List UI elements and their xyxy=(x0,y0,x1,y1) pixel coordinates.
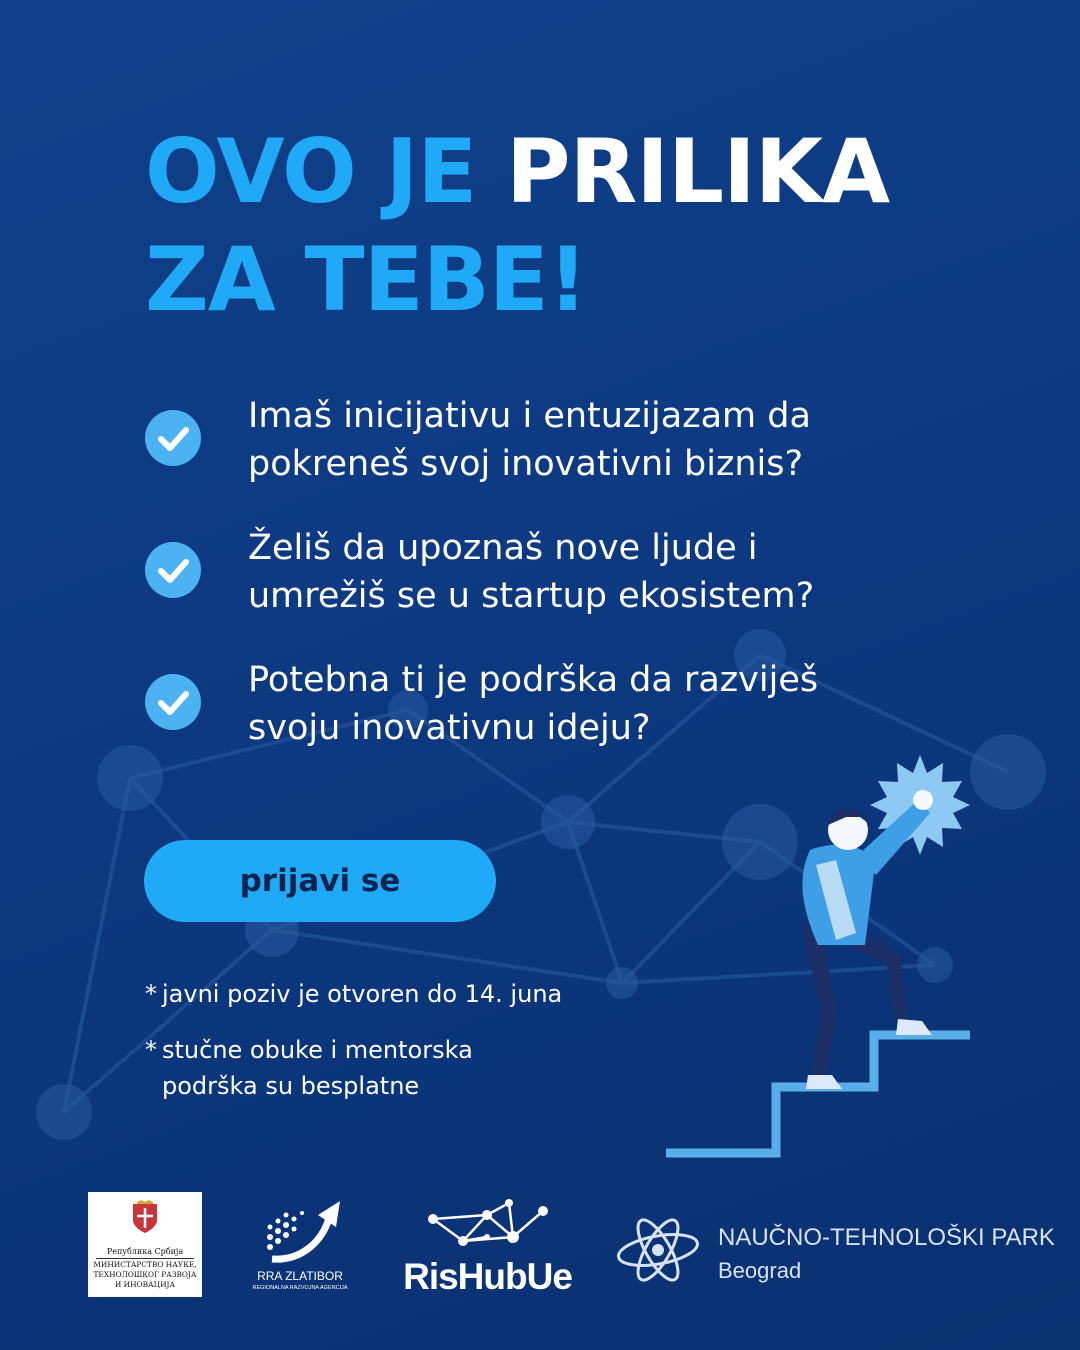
headline-part2: PRILIKA xyxy=(505,120,890,223)
note-free-training xyxy=(145,1032,545,1104)
ministry-name: МИНИСТАРСТВО НАУКЕ, ТЕХНОЛОШКОГ РАЗВОЈА И ИНОВАЦИЈА xyxy=(93,1260,197,1289)
checklist-item-line: svoju inovativnu ideju? xyxy=(248,708,651,748)
check-circle-icon xyxy=(145,542,201,598)
headline-part3: ZA TEBE! xyxy=(145,228,588,331)
checklist-item-line: Želiš da upoznaš nove ljude i xyxy=(248,528,758,568)
ntp-beograd-logo xyxy=(612,1210,1055,1290)
ntp-name: NAUČNO-TEHNOLOŠKI PARK xyxy=(718,1224,1055,1251)
checklist-item-text xyxy=(248,524,968,620)
headline xyxy=(145,118,889,334)
ntp-city: Beograd xyxy=(718,1258,802,1283)
rra-arrow-logo xyxy=(258,1197,342,1267)
checklist-item-line: umrežiš se u startup ekosistem? xyxy=(248,576,815,616)
checklist-item-text xyxy=(248,392,968,488)
note-text: stučne obuke i mentorska podrška su besplatne xyxy=(162,1036,473,1100)
rishubue-logo xyxy=(395,1197,580,1297)
note-deadline xyxy=(145,976,562,1012)
rra-name: RRA ZLATIBOR xyxy=(257,1269,343,1283)
checklist-item-line: Imaš inicijativu i entuzijazam da xyxy=(248,396,811,436)
ntp-atom-logo xyxy=(612,1210,704,1290)
rra-zlatibor-logo xyxy=(250,1197,350,1297)
checklist-item-line: Potebna ti je podrška da razviješ xyxy=(248,660,819,700)
apply-button[interactable]: prijavi se xyxy=(144,840,496,922)
ministry-logo xyxy=(88,1192,202,1297)
checklist-item-text xyxy=(248,656,968,752)
checklist xyxy=(145,392,965,788)
note-asterisk: * xyxy=(145,1036,157,1064)
note-asterisk: * xyxy=(145,980,157,1008)
rishubue-name: RisHubUe xyxy=(403,1256,572,1297)
checklist-item xyxy=(145,524,965,656)
rra-subtitle: REGIONALNA RAZVOJNA AGENCIJA xyxy=(252,1285,348,1291)
ministry-divider xyxy=(96,1258,194,1259)
partner-logos xyxy=(0,1185,1080,1305)
check-circle-icon xyxy=(145,410,201,466)
checklist-item-line: pokreneš svoj inovativni biznis? xyxy=(248,444,804,484)
climbing-person-illustration xyxy=(660,745,980,1165)
note-text: javni poziv je otvoren do 14. juna xyxy=(162,980,563,1008)
serbia-crest-icon xyxy=(131,1200,159,1234)
headline-part1: OVO JE xyxy=(145,120,477,223)
check-circle-icon xyxy=(145,674,201,730)
rishubue-network-logo xyxy=(427,1197,551,1251)
ministry-country: Република Србија xyxy=(106,1247,184,1256)
checklist-item xyxy=(145,392,965,524)
